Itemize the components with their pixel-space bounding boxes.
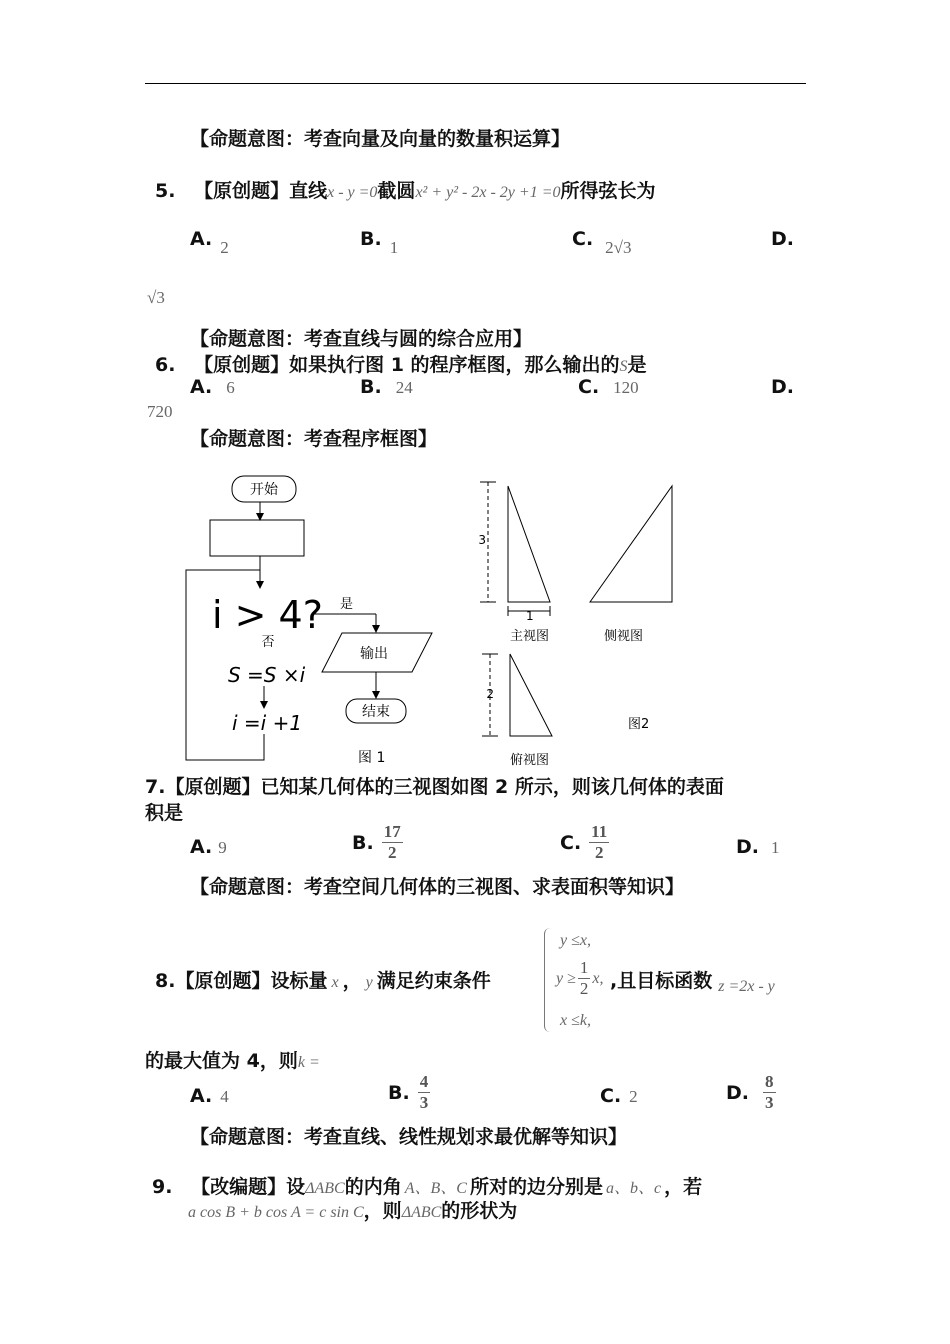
q5-option-d-value: √3 [147, 288, 165, 307]
option-value: 6 [226, 378, 235, 397]
flow-assign-s: S =S ×i [228, 663, 306, 687]
q5-circle-eq: x² + y² - 2x - 2y +1 =0 [415, 184, 561, 201]
flow-no-label: 否 [261, 635, 275, 650]
q8-text2: 的最大值为 4，则 [145, 1050, 298, 1072]
option-label: D. [726, 1081, 749, 1104]
flow-assign-i: i =i +1 [232, 711, 303, 735]
option-value: 1 [389, 238, 399, 257]
q9-equation: a cos B + b cos A = c sin C [188, 1204, 364, 1221]
option-label: A. [190, 376, 213, 398]
q8-option-c [600, 1085, 638, 1107]
q8-stem-line2 [145, 1046, 320, 1073]
height-label: 3 [478, 533, 486, 547]
q8-constraint-3: x ≤k, [560, 1012, 591, 1029]
option-value: 2 [220, 238, 229, 257]
q5-option-b [360, 228, 399, 257]
q9-mid: 的内角 [344, 1176, 402, 1198]
option-value: 24 [395, 378, 413, 397]
q5-mid: 截圆 [377, 180, 416, 202]
fraction-numerator: 11 [591, 822, 608, 841]
q6-option-d-label: D. [771, 376, 794, 398]
q8-option-b [388, 1072, 430, 1113]
q8-text: 8.【原创题】设标量 [155, 970, 328, 992]
front-view [508, 486, 550, 602]
q8-option-a [190, 1085, 229, 1107]
option-label: A. [190, 836, 213, 858]
q9-stem-line2 [188, 1196, 517, 1223]
q8-intent: 【命题意图：考查直线、线性规划求最优解等知识】 [190, 1126, 628, 1148]
q5-number: 5. [155, 180, 176, 202]
option-value: 2√3 [605, 238, 632, 257]
fraction-denominator: 2 [579, 979, 589, 998]
option-label: A. [190, 228, 213, 250]
q8-k: k = [297, 1054, 320, 1071]
option-fraction [763, 1072, 776, 1113]
side-view [590, 486, 672, 602]
q9-angles: A、B、C [404, 1180, 467, 1197]
q6-number: 6. [155, 354, 176, 376]
option-fraction [418, 1072, 431, 1113]
fraction-denominator: 3 [419, 1093, 429, 1112]
q8-brace [544, 928, 553, 1032]
option-label: C. [560, 831, 582, 854]
fraction-numerator: 17 [383, 822, 401, 841]
fraction-denominator: 3 [765, 1093, 774, 1112]
q6-option-c [578, 376, 639, 398]
flow-yes-label: 是 [340, 597, 354, 612]
option-fraction [382, 822, 403, 863]
flow-output-text: 输出 [360, 646, 388, 662]
option-label: B. [388, 1081, 410, 1104]
q6-text: 【原创题】如果执行图 1 的程序框图，那么输出的 [194, 354, 620, 376]
q9-triangle2: ΔABC [401, 1204, 442, 1221]
base-label: 1 [526, 609, 534, 623]
q6-stem [155, 350, 647, 377]
q9-tail: ，若 [664, 1176, 703, 1198]
constraint-pre: y ≥ [556, 969, 576, 987]
q5-line-eq: x - y =0 [327, 184, 378, 201]
flow-condition: i > 4? [212, 593, 323, 637]
flow-init-box [210, 520, 304, 556]
option-label: B. [360, 228, 382, 250]
option-value: 120 [613, 378, 639, 397]
q7-option-a [190, 836, 227, 858]
fig2-caption: 图2 [628, 717, 650, 732]
option-label: B. [352, 831, 374, 854]
q8-comma: ， [342, 970, 362, 992]
top-view [510, 654, 552, 736]
option-label: C. [600, 1085, 622, 1107]
front-view-label: 主视图 [510, 629, 550, 644]
header-rule [145, 83, 806, 84]
option-label: A. [190, 1085, 213, 1107]
q8-objective-text: ,且目标函数 [610, 970, 713, 992]
q6-option-d-value: 720 [147, 402, 173, 421]
q8-mid: 满足约束条件 [376, 970, 491, 992]
q8-constraint-1: y ≤x, [560, 932, 591, 949]
q7-option-c [560, 822, 609, 863]
q7-option-d [736, 836, 780, 858]
q9-mid2: 所对的边分别是 [469, 1176, 603, 1198]
constraint-post: x, [592, 969, 604, 987]
q5-option-a [190, 228, 229, 257]
q5-stem [155, 176, 656, 203]
q7-stem-line2: 积是 [145, 802, 184, 824]
option-value: 9 [218, 838, 227, 857]
q5-tail: 所得弦长为 [560, 180, 656, 202]
q9-stem-line1 [152, 1172, 702, 1199]
option-label: D. [736, 836, 759, 858]
constraint-fraction [578, 958, 591, 999]
q8-objective [610, 966, 775, 993]
option-label: C. [572, 228, 594, 250]
q5-tag: 【原创题】直线 [194, 180, 328, 202]
q7-intent: 【命题意图：考查空间几何体的三视图、求表面积等知识】 [190, 876, 685, 898]
q6-option-a [190, 376, 235, 398]
q6-var: S [619, 358, 628, 375]
q8-constraint-2 [556, 958, 604, 999]
option-fraction [589, 822, 609, 863]
side-view-label: 侧视图 [604, 629, 644, 644]
q6-tail: 是 [627, 354, 647, 376]
depth-label: 2 [486, 687, 494, 701]
option-label: B. [360, 376, 382, 398]
option-label: C. [578, 376, 600, 398]
q9-mid3: ，则 [363, 1200, 402, 1222]
q9-text: 【改编题】设 [191, 1176, 306, 1198]
q5-option-d-label: D. [771, 228, 794, 250]
q7-stem-line1: 7.【原创题】已知某几何体的三视图如图 2 所示，则该几何体的表面 [145, 776, 724, 798]
fraction-denominator: 2 [387, 843, 397, 862]
q5-option-c [572, 228, 632, 257]
flow-caption: 图 1 [358, 750, 386, 766]
option-value: 2 [629, 1087, 638, 1106]
figures [180, 470, 700, 770]
flow-start-text: 开始 [250, 482, 278, 498]
fraction-numerator: 8 [765, 1072, 774, 1091]
top-view-label: 俯视图 [510, 753, 550, 768]
q7-option-b [352, 822, 403, 863]
q4-intent: 【命题意图：考查向量及向量的数量积运算】 [190, 128, 571, 150]
fraction-denominator: 2 [594, 843, 604, 862]
q9-number: 9. [152, 1176, 173, 1198]
q9-tail2: 的形状为 [441, 1200, 518, 1222]
q8-option-d [726, 1072, 776, 1113]
flow-end-text: 结束 [362, 704, 390, 720]
q8-stem [155, 966, 491, 993]
q8-var-x: x [331, 974, 339, 991]
q8-var-y: y [365, 974, 373, 991]
option-value: 4 [220, 1087, 229, 1106]
q9-triangle: ΔABC [305, 1180, 345, 1197]
fraction-numerator: 4 [419, 1072, 429, 1091]
q8-objective-eq: z =2x - y [718, 978, 775, 995]
fraction-numerator: 1 [579, 958, 589, 977]
q5-intent: 【命题意图：考查直线与圆的综合应用】 [190, 328, 533, 350]
q9-sides: a、b、c [605, 1180, 662, 1197]
q6-intent: 【命题意图：考查程序框图】 [190, 428, 438, 450]
option-value: 1 [771, 838, 780, 857]
q6-option-b [360, 376, 413, 398]
